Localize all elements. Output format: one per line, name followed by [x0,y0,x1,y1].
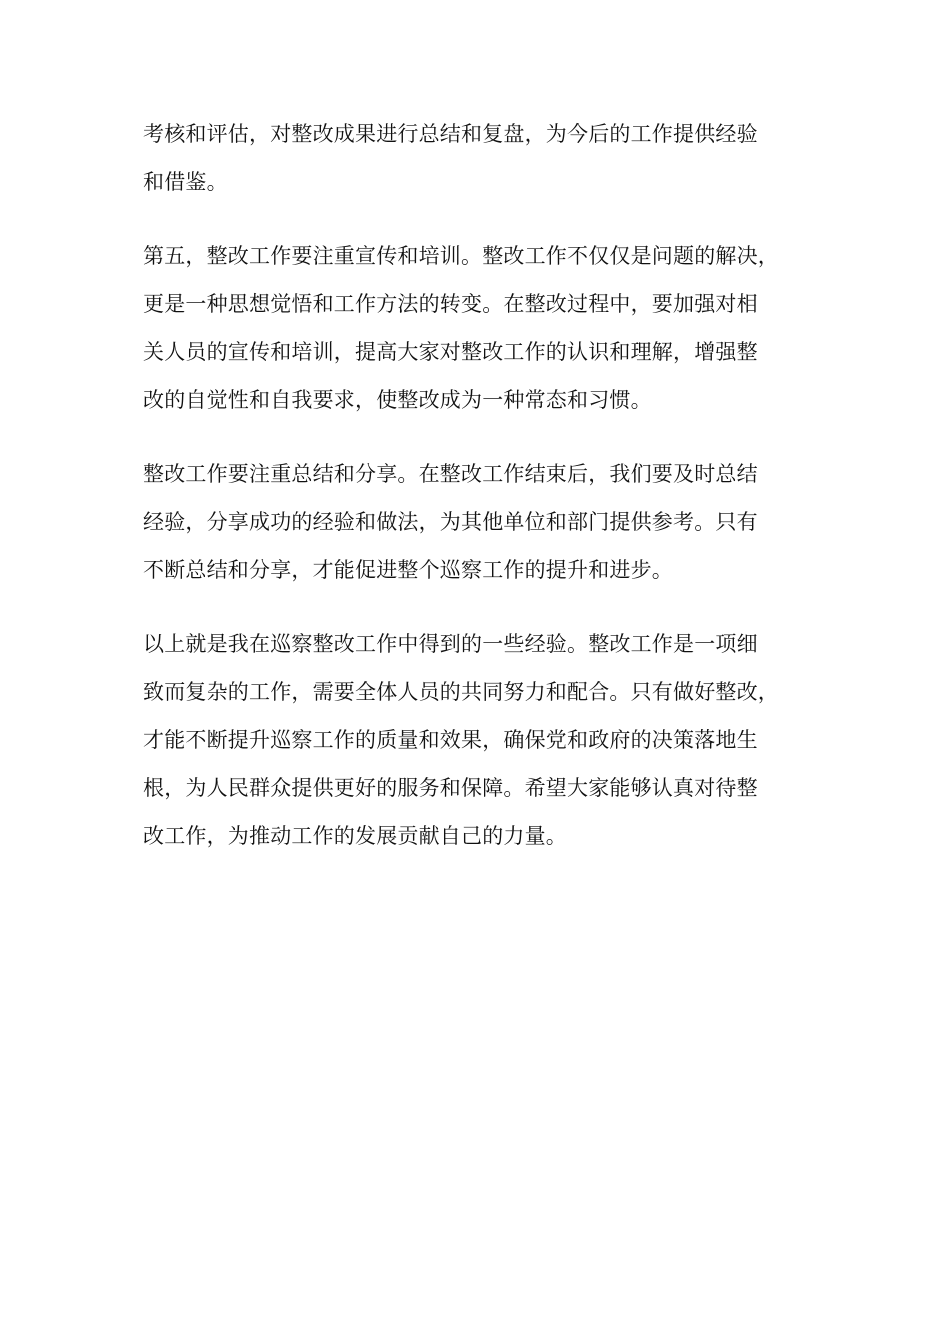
text-line: 考核和评估，对整改成果进行总结和复盘，为今后的工作提供经验 [143,122,758,146]
text-line: 致而复杂的工作，需要全体人员的共同努力和配合。只有做好整改， [143,680,779,704]
paragraph-3 [143,450,833,594]
text-line: 和借鉴。 [143,170,228,194]
text-line: 整改工作要注重总结和分享。在整改工作结束后，我们要及时总结 [143,462,758,486]
text-line: 第五，整改工作要注重宣传和培训。整改工作不仅仅是问题的解决， [143,244,779,268]
text-line: 改的自觉性和自我要求，使整改成为一种常态和习惯。 [143,388,652,412]
text-line: 才能不断提升巡察工作的质量和效果，确保党和政府的决策落地生 [143,728,758,752]
text-line: 经验，分享成功的经验和做法，为其他单位和部门提供参考。只有 [143,510,758,534]
paragraph-2 [143,232,833,424]
text-line: 以上就是我在巡察整改工作中得到的一些经验。整改工作是一项细 [143,632,758,656]
paragraph-1 [143,110,833,206]
text-line: 改工作，为推动工作的发展贡献自己的力量。 [143,824,567,848]
text-line: 不断总结和分享，才能促进整个巡察工作的提升和进步。 [143,558,673,582]
paragraph-4 [143,620,833,860]
document-body [143,110,833,886]
text-line: 更是一种思想觉悟和工作方法的转变。在整改过程中，要加强对相 [143,292,758,316]
text-line: 关人员的宣传和培训，提高大家对整改工作的认识和理解，增强整 [143,340,758,364]
text-line: 根，为人民群众提供更好的服务和保障。希望大家能够认真对待整 [143,776,758,800]
